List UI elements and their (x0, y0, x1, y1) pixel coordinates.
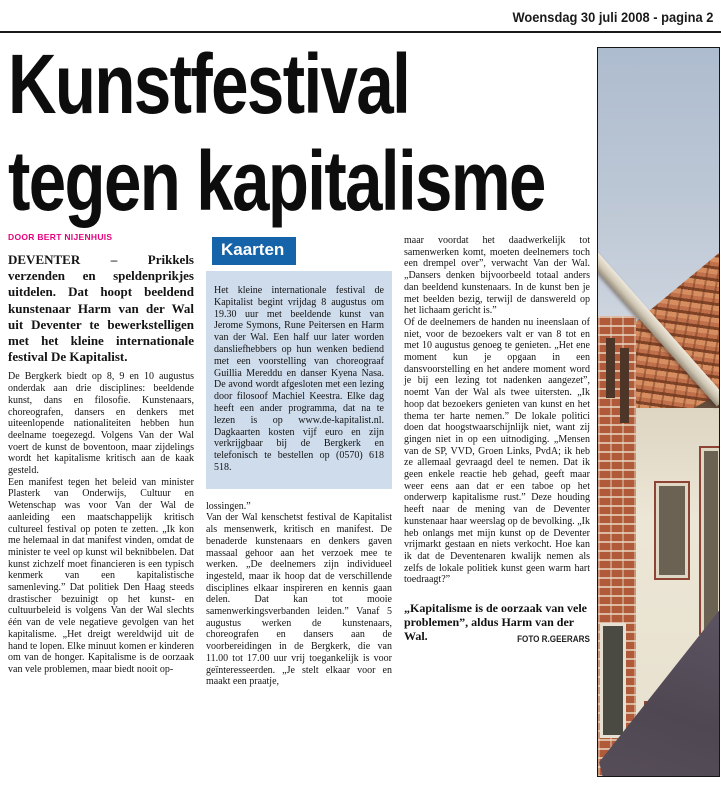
article-columns (8, 230, 590, 787)
news-photo (597, 47, 720, 777)
paragraph: Van der Wal kenschetst festival de Kapitalist als mensenwerk, kritisch en manifest. De benaderde kunstenaars en denkers gaven massaal gehoor aan het verzoek mee te werken. „De deelnemers zijn individueel ingesteld, maar ik hoop dat de verschillende disciplines elkaar inspireren en kennis gaan delen. Dat kan tot mooie samenwerkingsverbanden leiden.” Vanaf 5 augustus werken de kunstenaars, choreografen en dansers aan de voorbereidingen in de Bergkerk, die van 11.00 tot 17.00 uur vrij toegankelijk is voor geïnteresseerden. „Je stelt elkaar voor en maakt een praatje, (206, 512, 392, 688)
facade-window (656, 483, 688, 578)
headline (8, 36, 608, 230)
column-3-body (404, 235, 590, 586)
kaarten-box-panel (206, 271, 392, 489)
header-rule (0, 31, 721, 33)
brick-window (600, 623, 626, 738)
column-1-body (8, 371, 194, 675)
column-1 (8, 230, 194, 787)
brick-recess (606, 338, 615, 398)
byline: DOOR BERT NIJENHUIS (8, 232, 113, 242)
headline-line-2: tegen kapitalisme (8, 134, 545, 228)
facade-window (701, 448, 720, 633)
column-2-body (206, 501, 392, 688)
paragraph: lossingen.” (206, 500, 251, 512)
kaarten-box-title: Kaarten (212, 237, 296, 265)
headline-line-1: Kunstfestival (8, 37, 410, 131)
photo-caption-text: „Kapitalisme is de oorzaak van vele problemen”, aldus Harm van der Wal. (404, 601, 587, 643)
photo-caption (404, 602, 590, 643)
paragraph: maar voordat het daadwerkelijk tot samenwerken komt, moeten deelnemers toch een drempel over”, verwacht Van der Wal. „Dansers denken bijvoorbeeld totaal anders dan beeldend kunstenaars. In de kunst ben je met beelden bezig, terwijl de danswereld op het lichaam gericht is.” (404, 235, 590, 317)
photo-credit: FOTO R.GEERARS (517, 633, 590, 644)
kaarten-box-text: Het kleine internationale festival de Kapitalist begint vrijdag 8 augustus om 19.30 uur met beeldende kunst van Jerome Symons, Rune Peitersen en Harm van der Wal. Een half uur later worden dansliefhebbers op hun wenken bediend met een voorstelling van choreograaf Guillia Mereddu en danser Kyena Nasa. De avond wordt afgesloten met een lezing door filosoof Machiel Keestra. Elke dag heeft een ander programma, dat na te lezen is op www.de-kapitalist.nl. Dagkaarten kosten vijf euro en zijn verkrijgbaar bij de Bergkerk en telefonisch te bestellen op (0570) 618 518. (214, 285, 384, 473)
paragraph: Een manifest tegen het beleid van minister Plasterk van Onderwijs, Cultuur en Wetenschap was voor Van der Wal de aanleiding een maatschappelijk kritisch cultureel festival op poten te zetten. „Ik kon me helemaal in dat manifest vinden, omdat de minister te veel op kunst wil beknibbelen. Dat kunst zichzelf moet financieren is een typisch kenmerk van een kapitalistische samenleving.” Dat politiek Den Haag steeds drastischer bezuinigt op het kunst- en cultuurbeleid is volgens Van der Wal slechts één van de vele negatieve gevolgen van het kapitalisme. „Het dreigt wereldwijd uit de hand te lopen. Elke minuut komen er kinderen om van de honger. Kapitalisme is de oorzaak van vele problemen, maar biedt nooit op- (8, 476, 194, 675)
column-2 (206, 230, 392, 787)
intro-paragraph: DEVENTER – Prikkels verzenden en speldenprikjes uitdelen. Dat hoopt beeldend kunstenaar Harm van der Wal uit Deventer te bewerkstelligen met het kleine internationale festival De Kapitalist. (8, 252, 194, 365)
paragraph: Of de deelnemers de handen nu ineenslaan of niet, voor de bezoekers valt er van 8 tot en met 10 augustus genoeg te genieten. „Het ene moment kun je opgaan in een dansvoorstelling en het andere moment word je bij een lezing tot nadenken aangezet”, noemt Van der Wal als twee uitersten. „Ik hoop dat bezoekers genieten van kunst en het thema ter harte nemen.” De lokale politici doen dat hoogstwaarschijnlijk niet, want zij gingen niet in op een uitnodiging. „Mensen van de SP, VVD, Groen Links, PvdA; ik heb ze allemaal gevraagd deel te nemen. Dat ik geen enkele reactie heb gehad, geeft maar weer eens aan dat er een taboe op het onderwerp kapitalisme rust.” Deze houding heeft naar de mening van de Deventer kunstenaar haar weerslag op de bevolking. „Ik heb onlangs met mijn kunst op de Deventer vrijmarkt gestaan en niets verkocht. Hoe kan ik dat de Deventenaren kwalijk nemen als zelfs de lokale politiek kunst geen warm hart toedraagt?” (404, 316, 590, 586)
paragraph: De Bergkerk biedt op 8, 9 en 10 augustus onderdak aan drie disciplines: beeldende kunst, dans en filosofie. Kunstenaars, choreografen, dansers en denkers met uiteenlopende nationaliteiten hebben hun deelname toegezegd. Volgens Van der Wal voert de kunst de boventoon, maar zijdelings wordt het kapitalisme kritisch aan de kaak gesteld. (8, 371, 194, 477)
brick-recess (620, 348, 629, 423)
column-3 (404, 230, 590, 787)
page-dateline: Woensdag 30 juli 2008 - pagina 2 (512, 9, 713, 25)
